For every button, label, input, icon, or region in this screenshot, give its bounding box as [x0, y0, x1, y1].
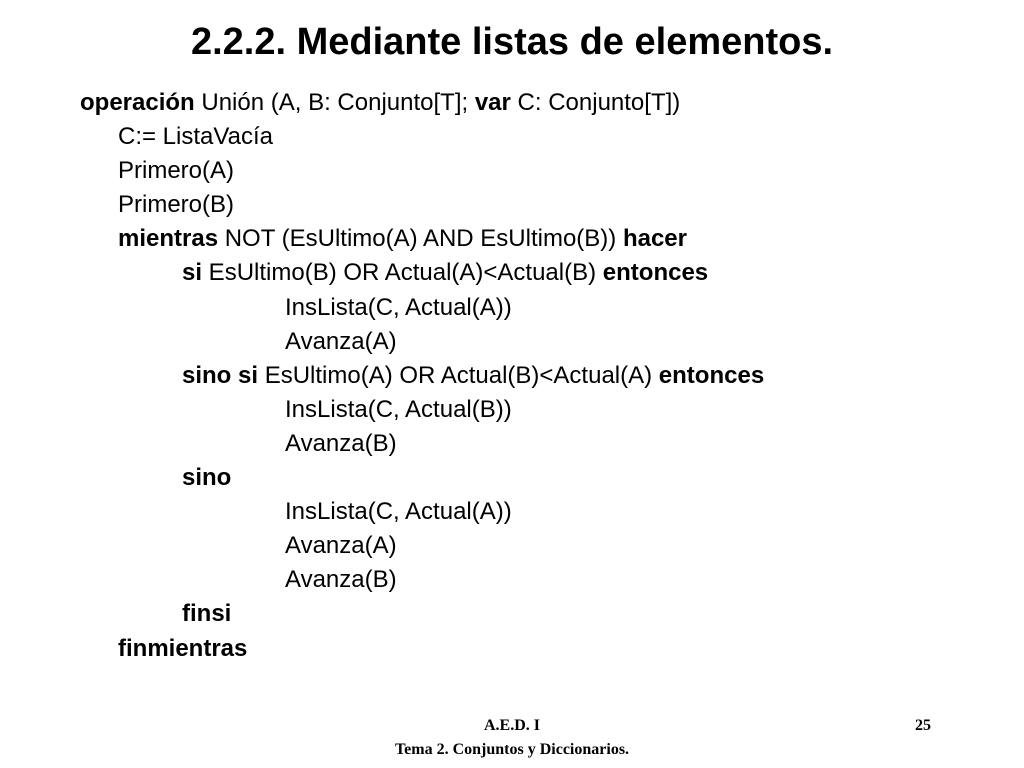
code-line [80, 291, 764, 325]
keyword: sino [182, 464, 232, 492]
slide-title: 2.2.2. Mediante listas de elementos. [190, 21, 834, 63]
keyword: entonces [658, 361, 765, 389]
keyword: var [474, 89, 511, 116]
code-text: EsUltimo(A) OR Actual(B)<Actual(A) [258, 361, 659, 389]
code-text: Primero(A) [118, 157, 235, 185]
code-text: Avanza(B) [285, 566, 397, 594]
code-line [80, 495, 764, 529]
code-line [80, 154, 764, 188]
code-text: InsLista(C, Actual(B)) [285, 395, 512, 423]
keyword: entonces [602, 259, 709, 287]
code-line [80, 632, 764, 666]
code-text: Avanza(B) [285, 429, 397, 457]
code-text: InsLista(C, Actual(A)) [285, 498, 512, 526]
code-text: C:= ListaVacía [118, 123, 273, 151]
code-text: InsLista(C, Actual(A)) [285, 293, 512, 321]
pseudocode-block [80, 86, 764, 666]
code-line [80, 563, 764, 597]
keyword: finsi [182, 600, 232, 628]
keyword: mientras [118, 225, 219, 253]
keyword: sino si [182, 361, 259, 389]
code-line [80, 188, 764, 222]
code-text: NOT (EsUltimo(A) AND EsUltimo(B)) [218, 225, 623, 253]
footer-course: A.E.D. I [483, 717, 540, 734]
code-text: Primero(B) [118, 191, 235, 219]
code-line [80, 256, 764, 290]
keyword: si [182, 259, 203, 287]
code-text: Unión (A, B: Conjunto[T]; [194, 89, 475, 116]
code-line [80, 529, 764, 563]
slide-footer [0, 714, 1024, 762]
code-line [80, 359, 764, 393]
keyword: hacer [622, 225, 687, 253]
code-line [80, 222, 764, 256]
code-line [80, 325, 764, 359]
code-line [80, 393, 764, 427]
code-line [80, 461, 764, 495]
code-text: C: Conjunto[T]) [510, 89, 681, 116]
keyword: operación [80, 89, 195, 116]
code-text: Avanza(A) [285, 327, 397, 355]
code-line [80, 597, 764, 631]
keyword: finmientras [118, 634, 248, 662]
code-line [80, 120, 764, 154]
code-text: EsUltimo(B) OR Actual(A)<Actual(B) [202, 259, 603, 287]
page-number: 25 [915, 717, 931, 734]
code-line [80, 427, 764, 461]
footer-topic: Tema 2. Conjuntos y Diccionarios. [394, 741, 630, 758]
code-line [80, 86, 764, 120]
code-text: Avanza(A) [285, 532, 397, 560]
